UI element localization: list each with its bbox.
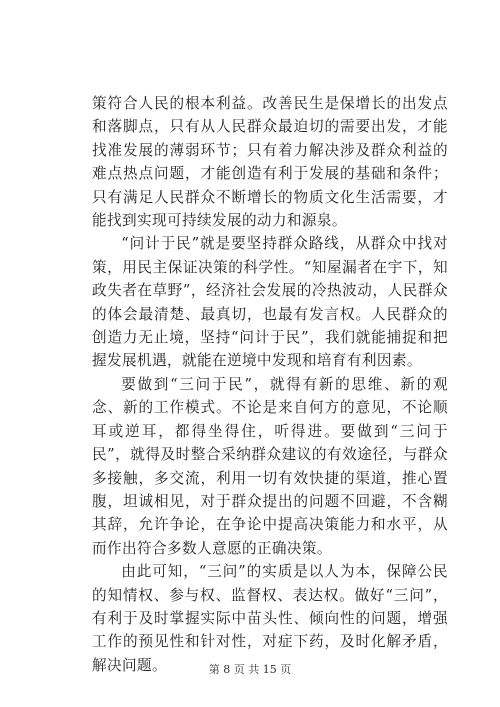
page-number-footer: 第 8 页 共 15 页 (208, 663, 292, 676)
document-body (92, 92, 448, 677)
paragraph-consult-people: “问计于民”就是要坚持群众路线，从群众中找对策，用民主保证决策的科学性。“知屋漏者在宇下，知政失者在草野”，经济社会发展的冷热波动，人民群众的体会最清楚、最真切，也最有发言权。人民群众的创造力无止境，坚持“问计于民”，我们就能捕捉和把握发展机遇，就能在逆境中发现和培育有利因素。 (92, 235, 448, 370)
paragraph-continuation: 策符合人民的根本利益。改善民生是保增长的出发点和落脚点，只有从人民群众最迫切的需要出发，才能找准发展的薄弱环节；只有着力解决涉及群众利益的难点热点问题，才能创造有利于发展的基础和条件；只有满足人民群众不断增长的物质文化生活需要，才能找到实现可持续发展的动力和源泉。 (92, 95, 448, 230)
paragraph-three-questions: 要做到“三问于民”，就得有新的思维、新的观念、新的工作模式。不论是来自何方的意见，不论顺耳或逆耳，都得坐得住，听得进。要做到“三问于民”，就得及时整合采纳群众建议的有效途径，与群众多接触，多交流，利用一切有效快捷的渠道，推心置腹，坦诚相见，对于群众提出的问题不回避，不含糊其辞，允许争论，在争论中提高决策能力和水平，从而作出符合多数人意愿的正确决策。 (92, 375, 448, 557)
paragraph-conclusion: 由此可知，“三问”的实质是以人为本，保障公民的知情权、参与权、监督权、表达权。做好“三问”，有利于及时掌握实际中苗头性、倾向性的问题，增强工作的预见性和针对性，对症下药，及时化解矛盾，解决问题。 (92, 563, 448, 674)
